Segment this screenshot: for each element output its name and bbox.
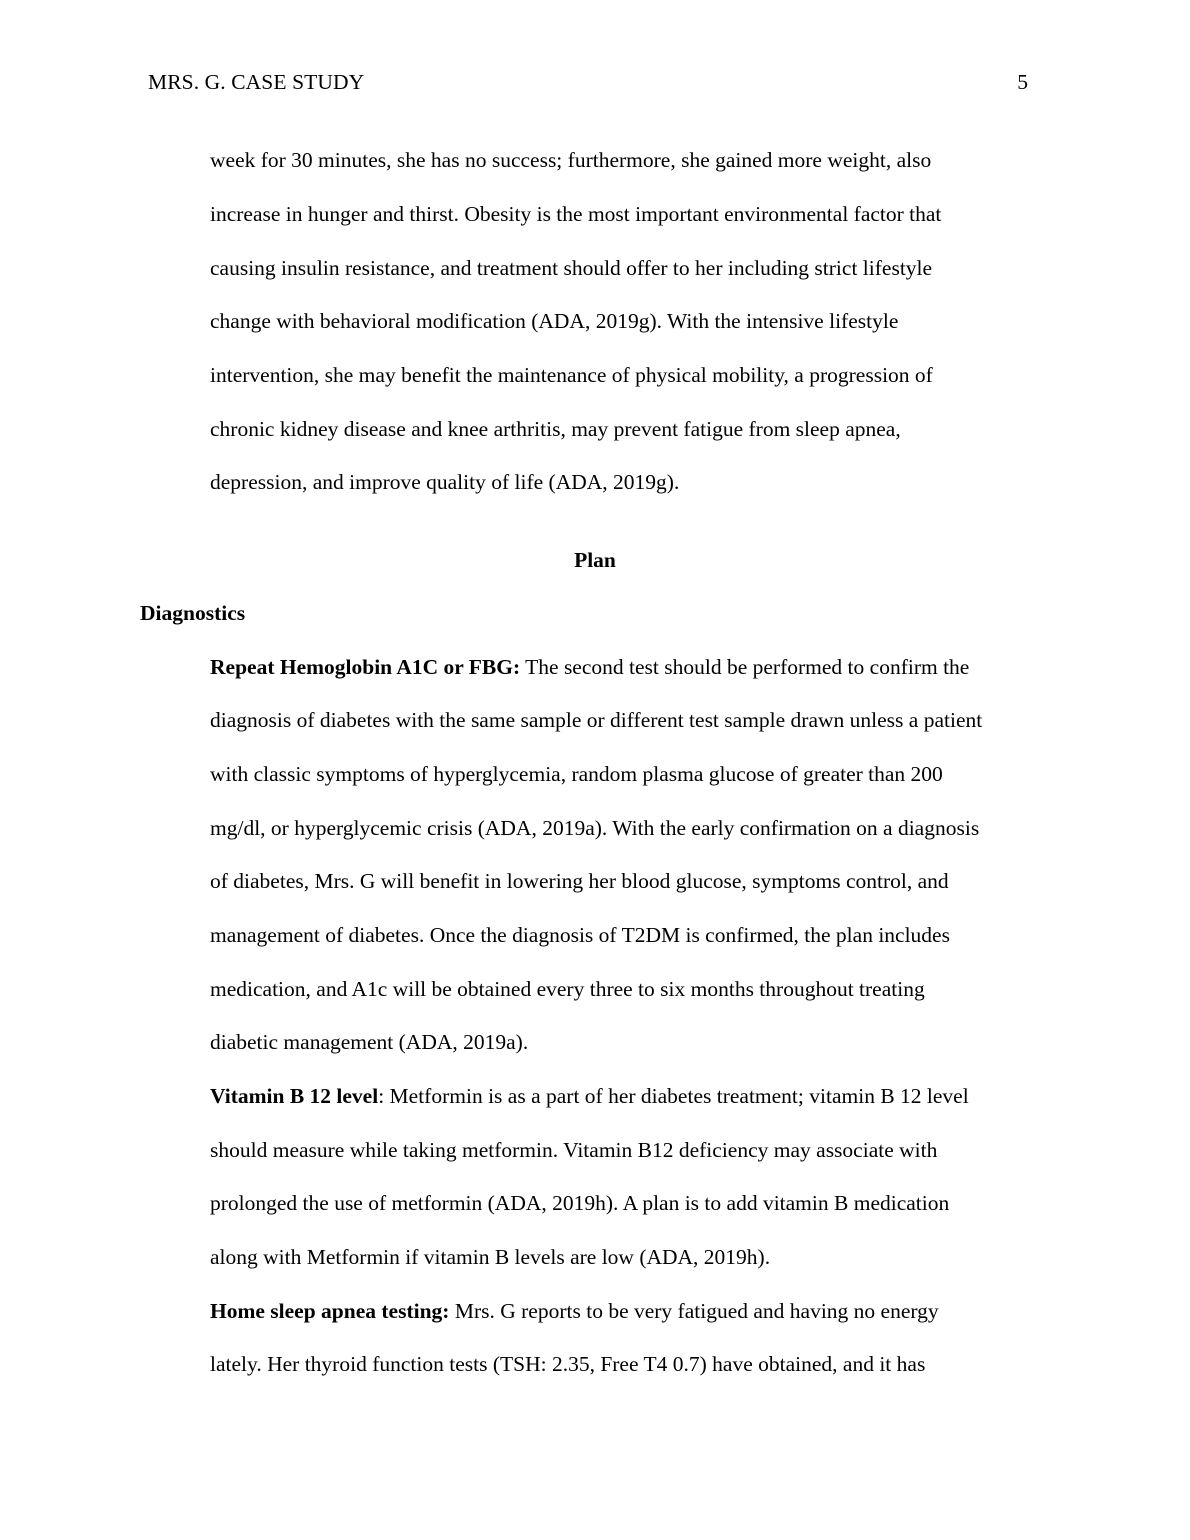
body-text-line: intervention, she may benefit the maintenance of physical mobility, a progression of: [210, 363, 933, 387]
body-text-line: prolonged the use of metformin (ADA, 2019h). A plan is to add vitamin B medication: [210, 1191, 950, 1215]
diagnostic-item-first-line: [210, 657, 969, 679]
page-number: 5: [1017, 70, 1028, 94]
body-text-line: increase in hunger and thirst. Obesity is the most important environmental factor that: [210, 202, 942, 226]
body-text-line: mg/dl, or hyperglycemic crisis (ADA, 2019a). With the early confirmation on a diagnosis: [210, 816, 980, 840]
diagnostic-description: The second test should be performed to confirm the: [520, 655, 970, 679]
diagnostic-description: Mrs. G reports to be very fatigued and having no energy: [449, 1299, 939, 1323]
body-text-line: diagnosis of diabetes with the same sample or different test sample drawn unless a patient: [210, 708, 983, 732]
body-text-line: with classic symptoms of hyperglycemia, random plasma glucose of greater than 200: [210, 762, 943, 786]
body-text-line: change with behavioral modification (ADA, 2019g). With the intensive lifestyle: [210, 309, 899, 333]
diagnostic-term: Home sleep apnea testing:: [210, 1299, 450, 1323]
body-text-line: depression, and improve quality of life (ADA, 2019g).: [210, 470, 680, 494]
diagnostic-term: Repeat Hemoglobin A1C or FBG:: [210, 655, 521, 679]
subsection-heading-diagnostics: Diagnostics: [140, 601, 246, 625]
body-text-line: should measure while taking metformin. Vitamin B12 deficiency may associate with: [210, 1138, 938, 1162]
body-text-line: week for 30 minutes, she has no success; furthermore, she gained more weight, also: [210, 148, 932, 172]
diagnostic-description: : Metformin is as a part of her diabetes treatment; vitamin B 12 level: [378, 1084, 969, 1108]
body-text-line: medication, and A1c will be obtained every three to six months throughout treating: [210, 977, 925, 1001]
running-head: MRS. G. CASE STUDY: [148, 70, 365, 94]
body-text-line: along with Metformin if vitamin B levels are low (ADA, 2019h).: [210, 1245, 771, 1269]
diagnostic-item-first-line: [210, 1086, 969, 1108]
diagnostic-item-first-line: [210, 1301, 939, 1323]
body-text-line: diabetic management (ADA, 2019a).: [210, 1030, 529, 1054]
body-text-line: chronic kidney disease and knee arthritis, may prevent fatigue from sleep apnea,: [210, 417, 901, 441]
body-text-line: management of diabetes. Once the diagnosis of T2DM is confirmed, the plan includes: [210, 923, 950, 947]
section-heading-plan: Plan: [574, 548, 616, 572]
body-text-line: causing insulin resistance, and treatment should offer to her including strict lifestyle: [210, 256, 933, 280]
diagnostic-term: Vitamin B 12 level: [210, 1084, 379, 1108]
body-text-line: of diabetes, Mrs. G will benefit in lowering her blood glucose, symptoms control, and: [210, 869, 949, 893]
body-text-line: lately. Her thyroid function tests (TSH: 2.35, Free T4 0.7) have obtained, and it has: [210, 1352, 926, 1376]
